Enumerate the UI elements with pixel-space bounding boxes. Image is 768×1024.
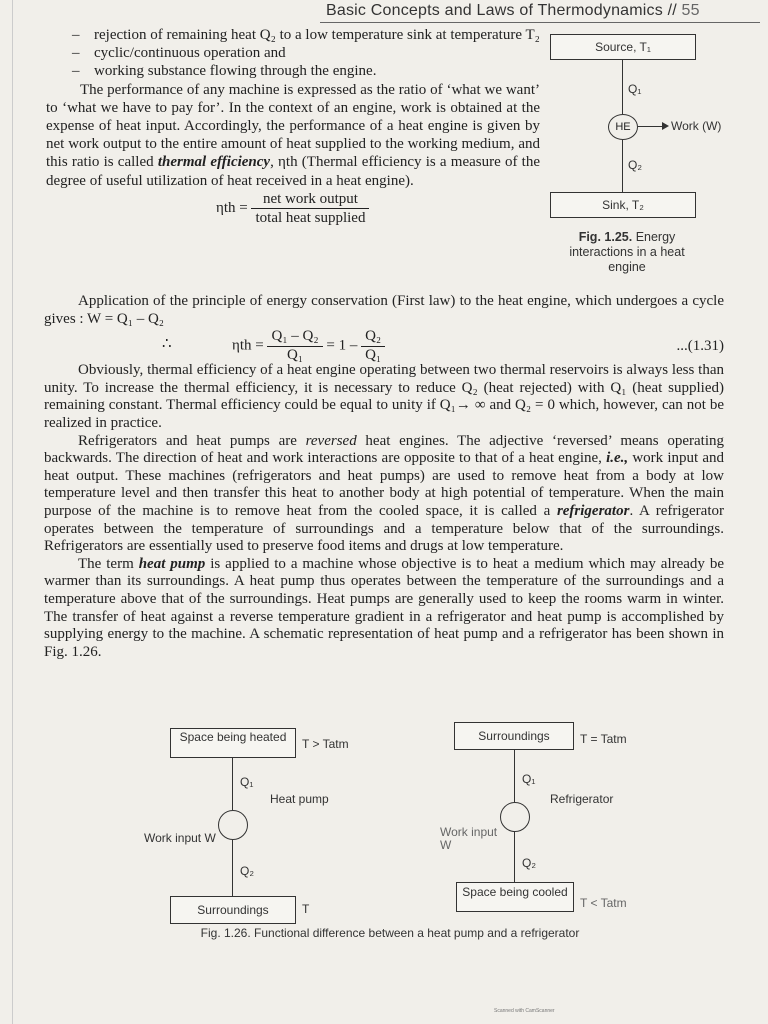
fig126-hp-q1-line — [232, 758, 233, 810]
fig125-source-box: Source, T₁ — [550, 34, 696, 60]
fig126-rf-q1-line — [514, 750, 515, 802]
running-header — [326, 2, 756, 20]
scan-watermark: Scanned with CamScanner — [494, 1008, 555, 1014]
fig126-hp-bottom-temp: T — [302, 902, 310, 916]
fig125-work-label: Work (W) — [671, 119, 722, 133]
fig126-caption: Fig. 1.26. Functional difference between a heat pump and a refrigerator — [200, 926, 580, 940]
main-text — [44, 293, 724, 661]
paragraph-heat-pump: The term heat pump is applied to a machine whose objective is to heat a medium which may already be warmer than its surroundings. A heat pump thus operates between the temperature of the surroundings and a temperature above that of the surroundings. Heat pumps are generally used to keep the rooms warm in winter. The transfer of heat against a reverse temperature gradient in a refrigerator and heat pump is accomplished by supplying energy to the machine. A schematic representation of heat pump and a refrigerator has been shown in Fig. 1.26. — [44, 555, 725, 660]
header-rule — [320, 22, 760, 23]
page-margin-line — [12, 0, 13, 1024]
fig126-rf-top-temp: T = Tatm — [580, 732, 627, 746]
bullet-item: – working substance flowing through the engine. — [46, 62, 540, 80]
fig126-rf-q1-label: Q₁ — [522, 772, 536, 786]
fig125-caption: Fig. 1.25. Energy interactions in a heat engine — [569, 230, 685, 274]
fig126-hp-q1-label: Q₁ — [240, 775, 254, 789]
fig126-hp-work-label: Work input W — [144, 831, 216, 845]
equation-efficiency-definition: ηth = $\frac{\text{net work output}}{\text{total heat supplied}}$ — [46, 190, 540, 230]
term-thermal-efficiency: thermal efficiency — [157, 154, 271, 171]
bullet-item: – cyclic/continuous operation and — [46, 44, 540, 62]
fig126-hp-q2-label: Q₂ — [240, 864, 254, 878]
fig126-hp-q2-line — [232, 840, 233, 898]
fig126-rf-bottom-temp: T < Tatm — [580, 896, 627, 910]
equation-number: ...(1.31) — [676, 338, 724, 355]
fig126-space-heated-box: Space being heated — [170, 728, 296, 758]
fig125-work-arrow — [638, 126, 664, 127]
fig126-hp-top-temp: T > Tatm — [302, 737, 349, 751]
fig126-refrigerator-circle — [500, 802, 530, 832]
fig125-q1-line — [622, 60, 623, 114]
paragraph-refrigerators: Refrigerators and heat pumps are reversed heat engines. The adjective ‘reversed’ means operating backwards. The direction of heat and work interactions are opposite to that of a heat engine, i.e., work input and heat output. These machines (refrigerators and heat pumps) are used to remove heat from a body at low temperature level and then transfer this heat to another body at high potential of temperature. When the main purpose of the machine is to remove heat from the cooled space, it is called a refrigerator. A refrigerator operates between the temperature of surroundings and a temperature below that of the surroundings. Refrigerators are essentially used to preserve food items and drugs at low temperature. — [44, 432, 725, 555]
fig126-rf-q2-label: Q₂ — [522, 856, 536, 870]
paragraph-first-law: Application of the principle of energy conservation (First law) to the heat engine, which undergoes a cycle gives : W = Q₁ – Q₂ — [44, 293, 724, 327]
fig126-rf-surroundings-box: Surroundings — [454, 722, 574, 750]
term-refrigerator: refrigerator — [556, 502, 630, 519]
fig125-sink-box: Sink, T₂ — [550, 192, 696, 218]
equation-1-31: ∴ ηth = $\frac{\text{Q₁ – Q₂}}{\text{Q₁}}$ = 1 – $\frac{\text{Q₂}}{\text{Q₁}}$ ...(1.31) — [162, 328, 724, 363]
fig126-space-cooled-box: Space being cooled — [456, 882, 574, 912]
fig126-hp-surroundings-box: Surroundings — [170, 896, 296, 924]
page-number: 55 — [681, 2, 700, 19]
header-title: Basic Concepts and Laws of Thermodynamics // — [326, 2, 677, 19]
fig125-q1-label: Q₁ — [628, 82, 642, 96]
paragraph-obviously: Obviously, thermal efficiency of a heat engine operating between two thermal reservoirs is always less than unity. To increase the thermal efficiency, it is necessary to reduce Q₂ (heat rejected) with Q₁ (heat supplied) remaining constant. Thermal efficiency could be equal to unity if Q₁→ ∞ and Q₂ = 0 which, however, can not be realized in practice. — [44, 362, 724, 431]
fig125-heat-engine-circle: HE — [608, 114, 638, 140]
fig125-q2-line — [622, 140, 623, 192]
term-heat-pump: heat pump — [138, 555, 206, 572]
arrowhead-icon — [662, 122, 669, 130]
bullet-item: – rejection of remaining heat Q₂ to a low temperature sink at temperature T₂ — [46, 26, 540, 44]
fig126-heat-pump-label: Heat pump — [270, 792, 329, 806]
intro-column — [46, 26, 540, 230]
fig126-refrigerator-label: Refrigerator — [550, 792, 614, 806]
fig125-q2-label: Q₂ — [628, 158, 642, 172]
fig126-rf-work-label: Work input W — [440, 825, 498, 852]
paragraph-performance: The performance of any machine is expressed as the ratio of ‘what we want’ to ‘what we have to pay for’. In the context of an engine, work is obtained at the expense of heat input. Accordingly, the performance of a heat engine is given by net work output to the entire amount of heat supplied to the working medium, and this ratio is called thermal efficiency, ηth (Thermal efficiency is a measure of the degree of useful utilization of heat received in a heat engine). — [46, 81, 541, 189]
fig126-rf-q2-line — [514, 832, 515, 882]
